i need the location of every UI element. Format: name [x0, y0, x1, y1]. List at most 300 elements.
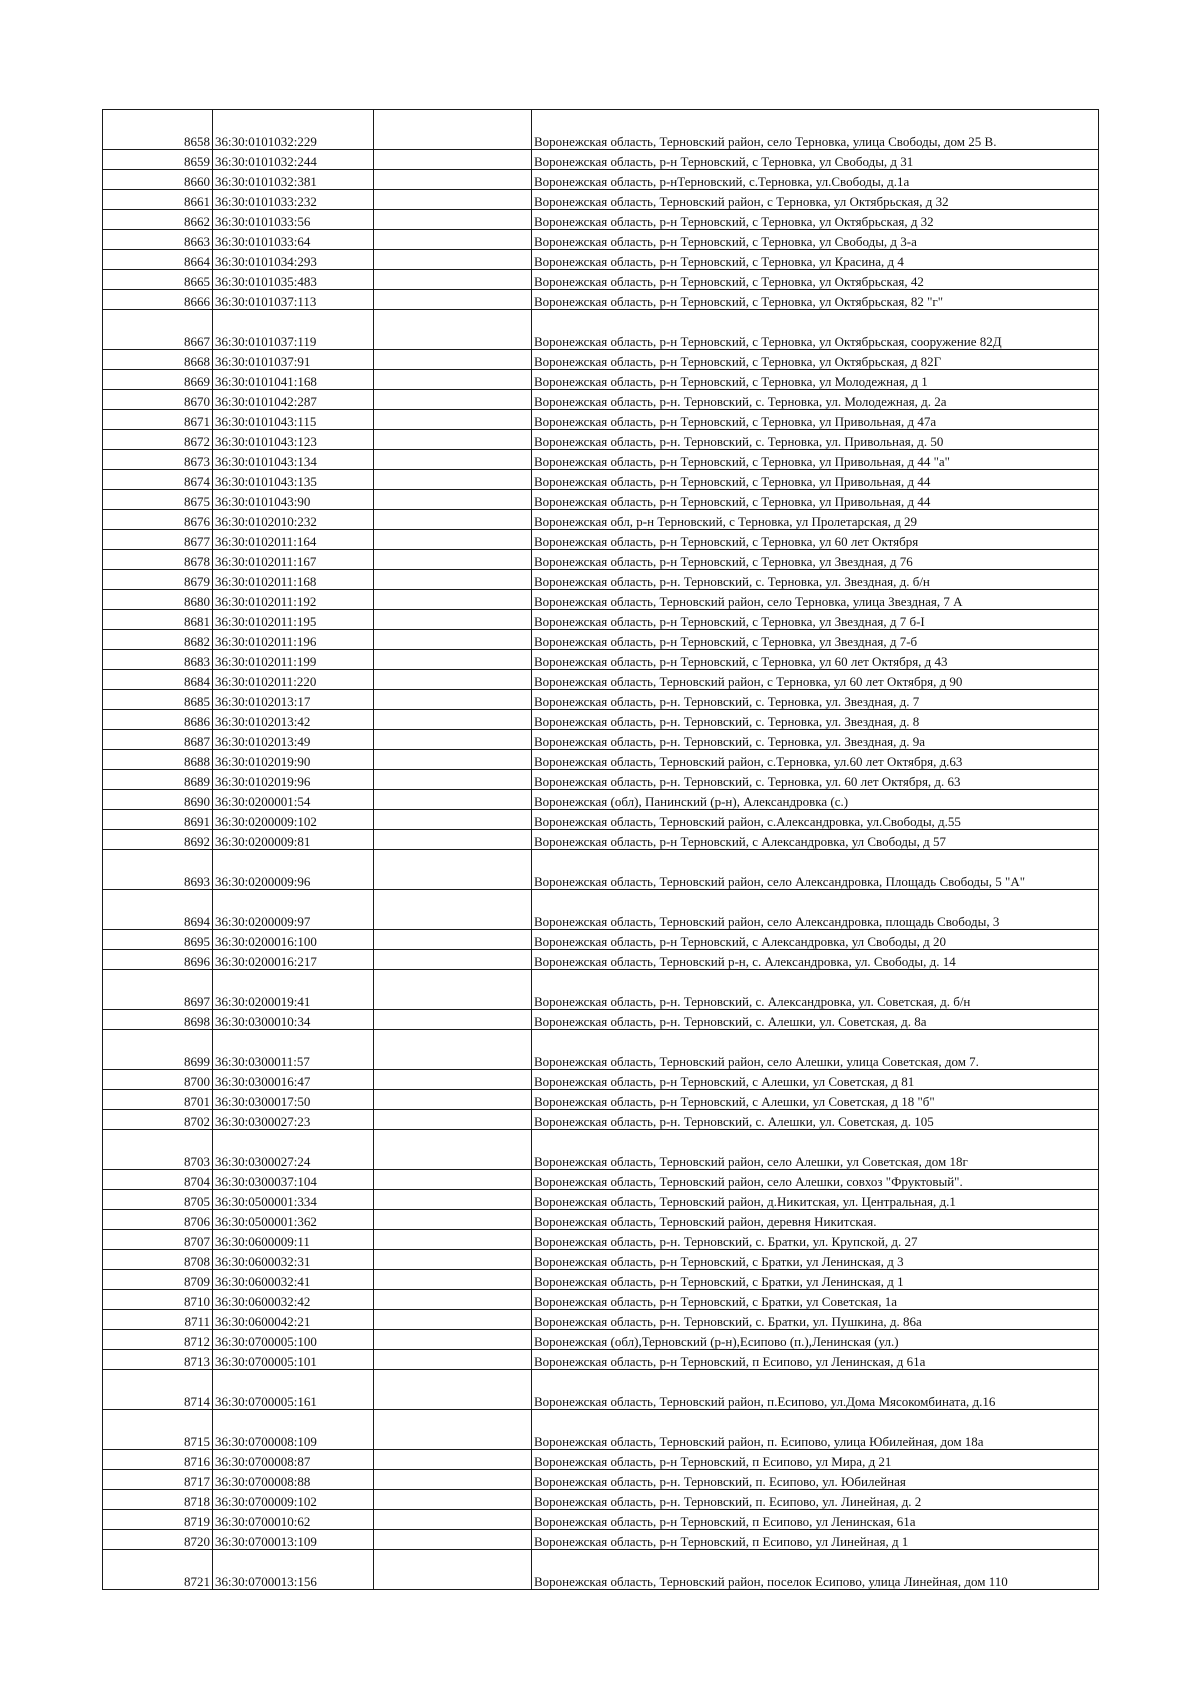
- table-row: [103, 1370, 1099, 1410]
- table-row: [103, 1530, 1099, 1550]
- row-number: 8665: [103, 270, 213, 290]
- cadastral-number: 36:30:0200016:217: [213, 950, 374, 970]
- address: Воронежская область, Терновский р-н, с. Александровка, ул. Свободы, д. 14: [532, 950, 1099, 970]
- address: Воронежская область, р-н Терновский, с Алешки, ул Советская, д 81: [532, 1070, 1099, 1090]
- row-number: 8670: [103, 390, 213, 410]
- empty-cell: [374, 1190, 532, 1210]
- table-row: [103, 770, 1099, 790]
- empty-cell: [374, 1230, 532, 1250]
- table-row: [103, 730, 1099, 750]
- empty-cell: [374, 1270, 532, 1290]
- cadastral-number: 36:30:0102011:167: [213, 550, 374, 570]
- table-row: [103, 1230, 1099, 1250]
- address: Воронежская область, Терновский район, п.Есипово, ул.Дома Мясокомбината, д.16: [532, 1370, 1099, 1410]
- row-number: 8706: [103, 1210, 213, 1230]
- cadastral-number: 36:30:0101034:293: [213, 250, 374, 270]
- address: Воронежская область, р-н Терновский, с Терновка, ул Звездная, д 76: [532, 550, 1099, 570]
- table-row: [103, 1450, 1099, 1470]
- address: Воронежская область, р-н Терновский, с Терновка, ул Свободы, д 3-а: [532, 230, 1099, 250]
- row-number: 8676: [103, 510, 213, 530]
- address: Воронежская (обл),Терновский (р-н),Есипово (п.),Ленинская (ул.): [532, 1330, 1099, 1350]
- address: Воронежская область, Терновский район, с.Александровка, ул.Свободы, д.55: [532, 810, 1099, 830]
- row-number: 8716: [103, 1450, 213, 1470]
- row-number: 8660: [103, 170, 213, 190]
- table-row: [103, 970, 1099, 1010]
- row-number: 8666: [103, 290, 213, 310]
- cadastral-number: 36:30:0101035:483: [213, 270, 374, 290]
- address: Воронежская область, р-н Терновский, с Братки, ул Ленинская, д 3: [532, 1250, 1099, 1270]
- address: Воронежская область, р-нТерновский, с.Терновка, ул.Свободы, д.1а: [532, 170, 1099, 190]
- empty-cell: [374, 1030, 532, 1070]
- table-row: [103, 310, 1099, 350]
- address: Воронежская область, Терновский район, с Терновка, ул Октябрьская, д 32: [532, 190, 1099, 210]
- empty-cell: [374, 850, 532, 890]
- empty-cell: [374, 810, 532, 830]
- table-row: [103, 590, 1099, 610]
- cadastral-table: [102, 109, 1099, 1590]
- empty-cell: [374, 350, 532, 370]
- cadastral-number: 36:30:0101032:381: [213, 170, 374, 190]
- row-number: 8701: [103, 1090, 213, 1110]
- cadastral-number: 36:30:0102011:168: [213, 570, 374, 590]
- table-row: [103, 830, 1099, 850]
- empty-cell: [374, 1290, 532, 1310]
- cadastral-number: 36:30:0101043:134: [213, 450, 374, 470]
- cadastral-number: 36:30:0200016:100: [213, 930, 374, 950]
- row-number: 8682: [103, 630, 213, 650]
- address: Воронежская область, р-н. Терновский, с. Терновка, ул. Звездная, д. 7: [532, 690, 1099, 710]
- empty-cell: [374, 390, 532, 410]
- cadastral-number: 36:30:0101043:135: [213, 470, 374, 490]
- address: Воронежская область, р-н Терновский, с Терновка, ул Октябрьская, 42: [532, 270, 1099, 290]
- table-row: [103, 210, 1099, 230]
- table-row: [103, 1350, 1099, 1370]
- table-row: [103, 750, 1099, 770]
- row-number: 8688: [103, 750, 213, 770]
- address: Воронежская область, р-н Терновский, с Александровка, ул Свободы, д 20: [532, 930, 1099, 950]
- address: Воронежская область, р-н. Терновский, с. Братки, ул. Пушкина, д. 86а: [532, 1310, 1099, 1330]
- row-number: 8663: [103, 230, 213, 250]
- address: Воронежская область, р-н Терновский, с Братки, ул Ленинская, д 1: [532, 1270, 1099, 1290]
- cadastral-number: 36:30:0700005:100: [213, 1330, 374, 1350]
- cadastral-number: 36:30:0101041:168: [213, 370, 374, 390]
- table-row: [103, 1010, 1099, 1030]
- table-row: [103, 1510, 1099, 1530]
- address: Воронежская область, р-н Терновский, п Есипово, ул Ленинская, д 61а: [532, 1350, 1099, 1370]
- empty-cell: [374, 530, 532, 550]
- table-row: [103, 170, 1099, 190]
- row-number: 8673: [103, 450, 213, 470]
- cadastral-number: 36:30:0300011:57: [213, 1030, 374, 1070]
- table-row: [103, 690, 1099, 710]
- row-number: 8678: [103, 550, 213, 570]
- cadastral-number: 36:30:0200009:97: [213, 890, 374, 930]
- empty-cell: [374, 190, 532, 210]
- row-number: 8713: [103, 1350, 213, 1370]
- empty-cell: [374, 930, 532, 950]
- cadastral-number: 36:30:0200009:81: [213, 830, 374, 850]
- address: Воронежская область, р-н. Терновский, п. Есипово, ул. Линейная, д. 2: [532, 1490, 1099, 1510]
- cadastral-number: 36:30:0200019:41: [213, 970, 374, 1010]
- row-number: 8662: [103, 210, 213, 230]
- cadastral-number: 36:30:0300010:34: [213, 1010, 374, 1030]
- empty-cell: [374, 1210, 532, 1230]
- address: Воронежская область, р-н Терновский, с Терновка, ул Октябрьская, д 32: [532, 210, 1099, 230]
- cadastral-number: 36:30:0102011:220: [213, 670, 374, 690]
- row-number: 8702: [103, 1110, 213, 1130]
- empty-cell: [374, 1330, 532, 1350]
- empty-cell: [374, 1310, 532, 1330]
- address: Воронежская область, р-н. Терновский, с. Терновка, ул. 60 лет Октября, д. 63: [532, 770, 1099, 790]
- cadastral-number: 36:30:0101037:113: [213, 290, 374, 310]
- address: Воронежская область, р-н Терновский, с Терновка, ул Молодежная, д 1: [532, 370, 1099, 390]
- table-row: [103, 890, 1099, 930]
- table-row: [103, 810, 1099, 830]
- address: Воронежская область, р-н Терновский, с Терновка, ул Привольная, д 47а: [532, 410, 1099, 430]
- empty-cell: [374, 1130, 532, 1170]
- table-row: [103, 1130, 1099, 1170]
- row-number: 8718: [103, 1490, 213, 1510]
- address: Воронежская область, р-н. Терновский, с. Терновка, ул. Молодежная, д. 2а: [532, 390, 1099, 410]
- empty-cell: [374, 450, 532, 470]
- row-number: 8696: [103, 950, 213, 970]
- table-row: [103, 1110, 1099, 1130]
- address: Воронежская область, Терновский район, с Терновка, ул 60 лет Октября, д 90: [532, 670, 1099, 690]
- empty-cell: [374, 1410, 532, 1450]
- empty-cell: [374, 830, 532, 850]
- table-row: [103, 530, 1099, 550]
- row-number: 8717: [103, 1470, 213, 1490]
- empty-cell: [374, 510, 532, 530]
- table-row: [103, 510, 1099, 530]
- empty-cell: [374, 1010, 532, 1030]
- row-number: 8686: [103, 710, 213, 730]
- table-row: [103, 430, 1099, 450]
- table-row: [103, 1070, 1099, 1090]
- table-row: [103, 630, 1099, 650]
- row-number: 8707: [103, 1230, 213, 1250]
- table-row: [103, 450, 1099, 470]
- cadastral-number: 36:30:0102019:90: [213, 750, 374, 770]
- address: Воронежская область, Терновский район, село Александровка, Площадь Свободы, 5 "А": [532, 850, 1099, 890]
- cadastral-number: 36:30:0700010:62: [213, 1510, 374, 1530]
- table-row: [103, 190, 1099, 210]
- address: Воронежская область, Терновский район, село Александровка, площадь Свободы, 3: [532, 890, 1099, 930]
- row-number: 8712: [103, 1330, 213, 1350]
- address: Воронежская область, р-н Терновский, с Алешки, ул Советская, д 18 "б": [532, 1090, 1099, 1110]
- address: Воронежская область, р-н Терновский, с Терновка, ул 60 лет Октября, д 43: [532, 650, 1099, 670]
- cadastral-number: 36:30:0101037:119: [213, 310, 374, 350]
- address: Воронежская область, Терновский район, село Алешки, ул Советская, дом 18г: [532, 1130, 1099, 1170]
- cadastral-number: 36:30:0700005:161: [213, 1370, 374, 1410]
- address: Воронежская область, Терновский район, село Алешки, улица Советская, дом 7.: [532, 1030, 1099, 1070]
- cadastral-number: 36:30:0102011:195: [213, 610, 374, 630]
- address: Воронежская область, р-н. Терновский, с. Терновка, ул. Звездная, д. 9а: [532, 730, 1099, 750]
- table-row: [103, 150, 1099, 170]
- table-row: [103, 1490, 1099, 1510]
- table-row: [103, 670, 1099, 690]
- cadastral-number: 36:30:0300027:23: [213, 1110, 374, 1130]
- empty-cell: [374, 770, 532, 790]
- address: Воронежская область, р-н. Терновский, с. Терновка, ул. Привольная, д. 50: [532, 430, 1099, 450]
- empty-cell: [374, 430, 532, 450]
- address: Воронежская область, р-н Терновский, с Терновка, ул Привольная, д 44: [532, 490, 1099, 510]
- table-row: [103, 1470, 1099, 1490]
- row-number: 8675: [103, 490, 213, 510]
- table-row: [103, 950, 1099, 970]
- cadastral-number: 36:30:0700013:109: [213, 1530, 374, 1550]
- address: Воронежская область, р-н. Терновский, с. Братки, ул. Крупской, д. 27: [532, 1230, 1099, 1250]
- row-number: 8683: [103, 650, 213, 670]
- row-number: 8697: [103, 970, 213, 1010]
- table-row: [103, 1270, 1099, 1290]
- table-row: [103, 650, 1099, 670]
- table-row: [103, 490, 1099, 510]
- empty-cell: [374, 270, 532, 290]
- empty-cell: [374, 710, 532, 730]
- address: Воронежская область, р-н. Терновский, с. Алешки, ул. Советская, д. 8а: [532, 1010, 1099, 1030]
- row-number: 8664: [103, 250, 213, 270]
- address: Воронежская область, р-н Терновский, с Терновка, ул Привольная, д 44 "а": [532, 450, 1099, 470]
- address: Воронежская область, р-н Терновский, с Терновка, ул Октябрьская, 82 "г": [532, 290, 1099, 310]
- table-row: [103, 1210, 1099, 1230]
- row-number: 8674: [103, 470, 213, 490]
- empty-cell: [374, 1370, 532, 1410]
- row-number: 8693: [103, 850, 213, 890]
- empty-cell: [374, 610, 532, 630]
- empty-cell: [374, 230, 532, 250]
- table-row: [103, 1290, 1099, 1310]
- empty-cell: [374, 970, 532, 1010]
- table-row: [103, 610, 1099, 630]
- row-number: 8708: [103, 1250, 213, 1270]
- table-row: [103, 270, 1099, 290]
- empty-cell: [374, 490, 532, 510]
- address: Воронежская область, р-н. Терновский, с. Александровка, ул. Советская, д. б/н: [532, 970, 1099, 1010]
- table-row: [103, 1250, 1099, 1270]
- table-row: [103, 1190, 1099, 1210]
- table-row: [103, 410, 1099, 430]
- address: Воронежская область, Терновский район, п. Есипово, улица Юбилейная, дом 18а: [532, 1410, 1099, 1450]
- cadastral-number: 36:30:0300016:47: [213, 1070, 374, 1090]
- cadastral-number: 36:30:0101042:287: [213, 390, 374, 410]
- row-number: 8700: [103, 1070, 213, 1090]
- empty-cell: [374, 1470, 532, 1490]
- row-number: 8684: [103, 670, 213, 690]
- address: Воронежская область, Терновский район, село Терновка, улица Свободы, дом 25 В.: [532, 110, 1099, 150]
- table-row: [103, 390, 1099, 410]
- address: Воронежская область, р-н Терновский, п Есипово, ул Ленинская, 61а: [532, 1510, 1099, 1530]
- row-number: 8685: [103, 690, 213, 710]
- empty-cell: [374, 1170, 532, 1190]
- row-number: 8672: [103, 430, 213, 450]
- empty-cell: [374, 370, 532, 390]
- empty-cell: [374, 690, 532, 710]
- address: Воронежская область, р-н Терновский, с Терновка, ул Привольная, д 44: [532, 470, 1099, 490]
- empty-cell: [374, 170, 532, 190]
- address: Воронежская (обл), Панинский (р-н), Александровка (с.): [532, 790, 1099, 810]
- row-number: 8699: [103, 1030, 213, 1070]
- cadastral-number: 36:30:0101043:90: [213, 490, 374, 510]
- address: Воронежская область, Терновский район, село Алешки, совхоз "Фруктовый".: [532, 1170, 1099, 1190]
- table-row: [103, 550, 1099, 570]
- cadastral-number: 36:30:0700008:109: [213, 1410, 374, 1450]
- cadastral-number: 36:30:0200009:102: [213, 810, 374, 830]
- row-number: 8689: [103, 770, 213, 790]
- table-row: [103, 1330, 1099, 1350]
- table-row: [103, 850, 1099, 890]
- cadastral-number: 36:30:0101033:64: [213, 230, 374, 250]
- cadastral-number: 36:30:0600009:11: [213, 1230, 374, 1250]
- row-number: 8709: [103, 1270, 213, 1290]
- address: Воронежская область, р-н Терновский, п Есипово, ул Мира, д 21: [532, 1450, 1099, 1470]
- empty-cell: [374, 1490, 532, 1510]
- row-number: 8698: [103, 1010, 213, 1030]
- empty-cell: [374, 1550, 532, 1590]
- address: Воронежская область, р-н Терновский, с Терновка, ул Октябрьская, сооружение 82Д: [532, 310, 1099, 350]
- empty-cell: [374, 950, 532, 970]
- cadastral-number: 36:30:0500001:362: [213, 1210, 374, 1230]
- address: Воронежская область, р-н. Терновский, с. Алешки, ул. Советская, д. 105: [532, 1110, 1099, 1130]
- address: Воронежская область, р-н Терновский, п Есипово, ул Линейная, д 1: [532, 1530, 1099, 1550]
- cadastral-number: 36:30:0102019:96: [213, 770, 374, 790]
- cadastral-number: 36:30:0102011:164: [213, 530, 374, 550]
- table-row: [103, 1170, 1099, 1190]
- empty-cell: [374, 750, 532, 770]
- address: Воронежская область, р-н Терновский, с Терновка, ул Звездная, д 7 б-I: [532, 610, 1099, 630]
- empty-cell: [374, 550, 532, 570]
- empty-cell: [374, 150, 532, 170]
- empty-cell: [374, 570, 532, 590]
- address: Воронежская область, Терновский район, поселок Есипово, улица Линейная, дом 110: [532, 1550, 1099, 1590]
- cadastral-number: 36:30:0101043:123: [213, 430, 374, 450]
- address: Воронежская область, р-н Терновский, с Терновка, ул Звездная, д 7-б: [532, 630, 1099, 650]
- document-sheet: [102, 109, 1099, 1590]
- row-number: 8692: [103, 830, 213, 850]
- address: Воронежская область, р-н Терновский, с Терновка, ул Красина, д 4: [532, 250, 1099, 270]
- table-row: [103, 230, 1099, 250]
- address: Воронежская область, р-н Терновский, с Александровка, ул Свободы, д 57: [532, 830, 1099, 850]
- table-row: [103, 350, 1099, 370]
- row-number: 8703: [103, 1130, 213, 1170]
- row-number: 8667: [103, 310, 213, 350]
- empty-cell: [374, 310, 532, 350]
- table-row: [103, 370, 1099, 390]
- row-number: 8679: [103, 570, 213, 590]
- row-number: 8714: [103, 1370, 213, 1410]
- row-number: 8719: [103, 1510, 213, 1530]
- cadastral-number: 36:30:0102013:17: [213, 690, 374, 710]
- empty-cell: [374, 290, 532, 310]
- address: Воронежская область, Терновский район, д.Никитская, ул. Центральная, д.1: [532, 1190, 1099, 1210]
- empty-cell: [374, 650, 532, 670]
- row-number: 8705: [103, 1190, 213, 1210]
- row-number: 8669: [103, 370, 213, 390]
- cadastral-number: 36:30:0600042:21: [213, 1310, 374, 1330]
- table-row: [103, 570, 1099, 590]
- row-number: 8659: [103, 150, 213, 170]
- cadastral-number: 36:30:0700013:156: [213, 1550, 374, 1590]
- empty-cell: [374, 210, 532, 230]
- cadastral-number: 36:30:0700009:102: [213, 1490, 374, 1510]
- cadastral-number: 36:30:0700005:101: [213, 1350, 374, 1370]
- cadastral-number: 36:30:0600032:31: [213, 1250, 374, 1270]
- empty-cell: [374, 1070, 532, 1090]
- row-number: 8704: [103, 1170, 213, 1190]
- row-number: 8671: [103, 410, 213, 430]
- table-row: [103, 290, 1099, 310]
- empty-cell: [374, 1450, 532, 1470]
- row-number: 8711: [103, 1310, 213, 1330]
- row-number: 8691: [103, 810, 213, 830]
- table-row: [103, 1090, 1099, 1110]
- cadastral-number: 36:30:0102011:199: [213, 650, 374, 670]
- address: Воронежская область, р-н. Терновский, с. Терновка, ул. Звездная, д. б/н: [532, 570, 1099, 590]
- table-row: [103, 1550, 1099, 1590]
- cadastral-number: 36:30:0300017:50: [213, 1090, 374, 1110]
- cadastral-number: 36:30:0101032:229: [213, 110, 374, 150]
- address: Воронежская область, р-н Терновский, с Терновка, ул Октябрьская, д 82Г: [532, 350, 1099, 370]
- empty-cell: [374, 590, 532, 610]
- table-row: [103, 710, 1099, 730]
- address: Воронежская область, Терновский район, с.Терновка, ул.60 лет Октября, д.63: [532, 750, 1099, 770]
- cadastral-number: 36:30:0600032:42: [213, 1290, 374, 1310]
- table-row: [103, 1410, 1099, 1450]
- cadastral-number: 36:30:0102010:232: [213, 510, 374, 530]
- table-row: [103, 250, 1099, 270]
- row-number: 8668: [103, 350, 213, 370]
- table-row: [103, 110, 1099, 150]
- row-number: 8695: [103, 930, 213, 950]
- cadastral-number: 36:30:0101033:232: [213, 190, 374, 210]
- row-number: 8658: [103, 110, 213, 150]
- empty-cell: [374, 410, 532, 430]
- address: Воронежская область, р-н Терновский, с Терновка, ул 60 лет Октября: [532, 530, 1099, 550]
- empty-cell: [374, 1110, 532, 1130]
- row-number: 8710: [103, 1290, 213, 1310]
- cadastral-number: 36:30:0300027:24: [213, 1130, 374, 1170]
- table-row: [103, 1310, 1099, 1330]
- cadastral-number: 36:30:0700008:88: [213, 1470, 374, 1490]
- row-number: 8680: [103, 590, 213, 610]
- row-number: 8677: [103, 530, 213, 550]
- address: Воронежская область, р-н. Терновский, п. Есипово, ул. Юбилейная: [532, 1470, 1099, 1490]
- address: Воронежская область, Терновский район, село Терновка, улица Звездная, 7 А: [532, 590, 1099, 610]
- cadastral-number: 36:30:0300037:104: [213, 1170, 374, 1190]
- row-number: 8721: [103, 1550, 213, 1590]
- cadastral-number: 36:30:0101032:244: [213, 150, 374, 170]
- row-number: 8687: [103, 730, 213, 750]
- row-number: 8681: [103, 610, 213, 630]
- cadastral-number: 36:30:0700008:87: [213, 1450, 374, 1470]
- address: Воронежская область, Терновский район, деревня Никитская.: [532, 1210, 1099, 1230]
- empty-cell: [374, 250, 532, 270]
- table-row: [103, 470, 1099, 490]
- table-row: [103, 790, 1099, 810]
- address: Воронежская область, р-н Терновский, с Терновка, ул Свободы, д 31: [532, 150, 1099, 170]
- row-number: 8690: [103, 790, 213, 810]
- address: Воронежская область, р-н Терновский, с Братки, ул Советская, 1а: [532, 1290, 1099, 1310]
- cadastral-number: 36:30:0500001:334: [213, 1190, 374, 1210]
- cadastral-number: 36:30:0102013:42: [213, 710, 374, 730]
- cadastral-number: 36:30:0200009:96: [213, 850, 374, 890]
- empty-cell: [374, 110, 532, 150]
- empty-cell: [374, 1090, 532, 1110]
- empty-cell: [374, 890, 532, 930]
- empty-cell: [374, 1250, 532, 1270]
- empty-cell: [374, 670, 532, 690]
- cadastral-number: 36:30:0102011:196: [213, 630, 374, 650]
